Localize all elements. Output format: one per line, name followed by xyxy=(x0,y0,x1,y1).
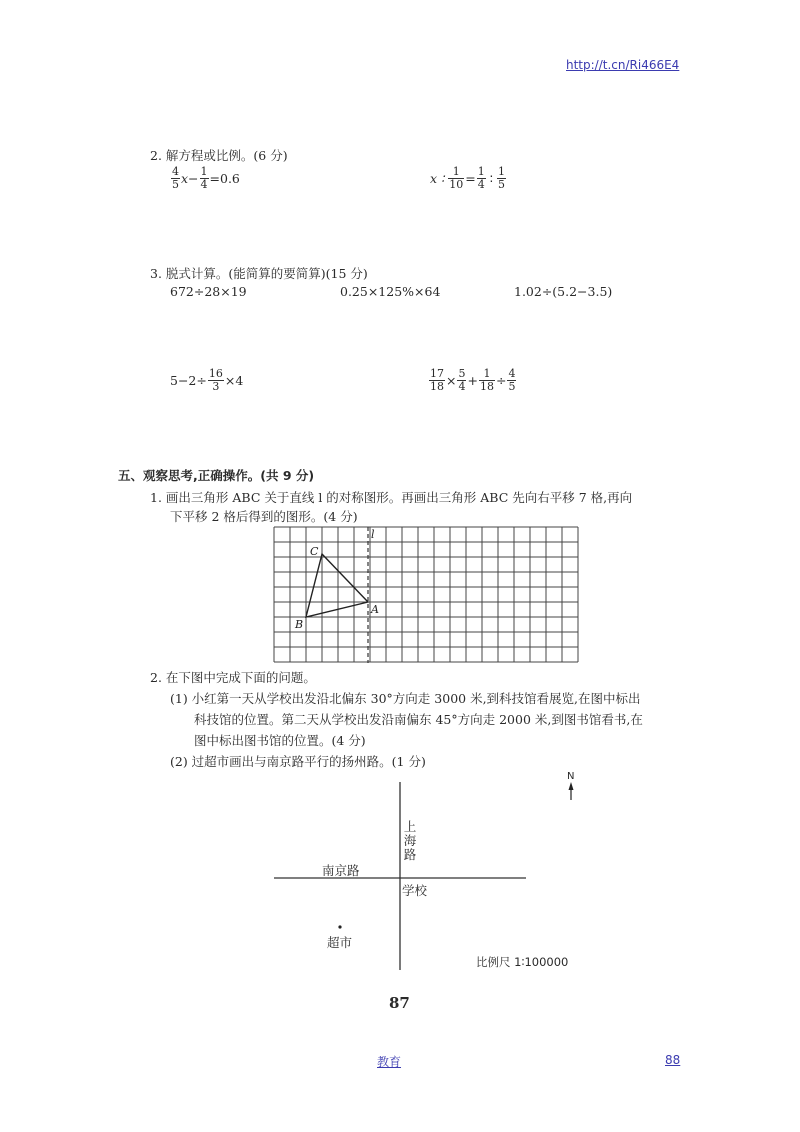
q3-expr-4: 5−2÷ $\frac{16}{3}$ ×4 xyxy=(170,367,244,393)
nanjing-road-label: 南京路 xyxy=(322,863,360,878)
q3-expr-5: $\frac{17}{18}$ × $\frac{5}{4}$ + $\frac{1}{18}$ ÷ $\frac{4}{5}$ xyxy=(430,367,516,393)
s5-q2-p1-line3: 图中标出图书馆的位置。(4 分) xyxy=(194,733,366,748)
north-arrowhead-icon xyxy=(569,782,574,790)
q3-title: 3. 脱式计算。(能简算的要简算)(15 分) xyxy=(150,266,368,281)
label-a: A xyxy=(371,603,379,616)
q2-equation-1: $\frac{4}{5}$ x− $\frac{1}{4}$ =0.6 xyxy=(172,165,240,191)
triangle-abc xyxy=(306,554,368,617)
fraction: $\frac{1}{4}$ xyxy=(200,165,208,191)
s5-q2-p2: (2) 过超市画出与南京路平行的扬州路。(1 分) xyxy=(170,754,426,769)
label-c: C xyxy=(310,545,319,558)
s5-q2-p1-line2: 科技馆的位置。第二天从学校出发沿南偏东 45°方向走 2000 米,到图书馆看书,在 xyxy=(194,712,643,727)
q2-equation-2: x ∶ $\frac{1}{10}$ = $\frac{1}{4}$ ∶ $\frac{1}{5}$ xyxy=(430,165,506,191)
label-l: l xyxy=(371,528,375,541)
triangle-grid xyxy=(272,525,582,665)
q3-expr-2: 0.25×125%×64 xyxy=(340,284,441,299)
footer-category-link[interactable]: 教育 xyxy=(377,1055,402,1069)
fraction: $\frac{4}{5}$ xyxy=(172,165,179,191)
map-diagram xyxy=(260,770,600,975)
supermarket-dot xyxy=(338,925,341,928)
north-label: N xyxy=(567,771,575,782)
school-label: 学校 xyxy=(402,883,428,898)
footer-page-link[interactable]: 88 xyxy=(665,1053,681,1067)
header-link[interactable]: http://t.cn/Ri466E4 xyxy=(566,58,680,72)
section5-title: 五、观察思考,正确操作。(共 9 分) xyxy=(118,468,315,483)
shanghai-road-label: 上 海 路 xyxy=(403,819,417,862)
scale-label: 比例尺 1∶100000 xyxy=(476,955,569,969)
s5-q2-title: 2. 在下图中完成下面的问题。 xyxy=(150,670,316,685)
page-number: 87 xyxy=(389,994,410,1012)
label-b: B xyxy=(295,618,304,631)
q3-expr-3: 1.02÷(5.2−3.5) xyxy=(514,284,613,299)
q3-expr-1: 672÷28×19 xyxy=(170,284,247,299)
q2-title: 2. 解方程或比例。(6 分) xyxy=(150,148,288,163)
supermarket-label: 超市 xyxy=(327,935,353,950)
s5-q1-line2: 下平移 2 格后得到的图形。(4 分) xyxy=(170,509,358,524)
s5-q2-p1-line1: (1) 小红第一天从学校出发沿北偏东 30°方向走 3000 米,到科技馆看展览,在图中标出 xyxy=(170,691,641,706)
s5-q1-line1: 1. 画出三角形 ABC 关于直线 l 的对称图形。再画出三角形 ABC 先向右平移 7 格,再向 xyxy=(150,490,633,505)
